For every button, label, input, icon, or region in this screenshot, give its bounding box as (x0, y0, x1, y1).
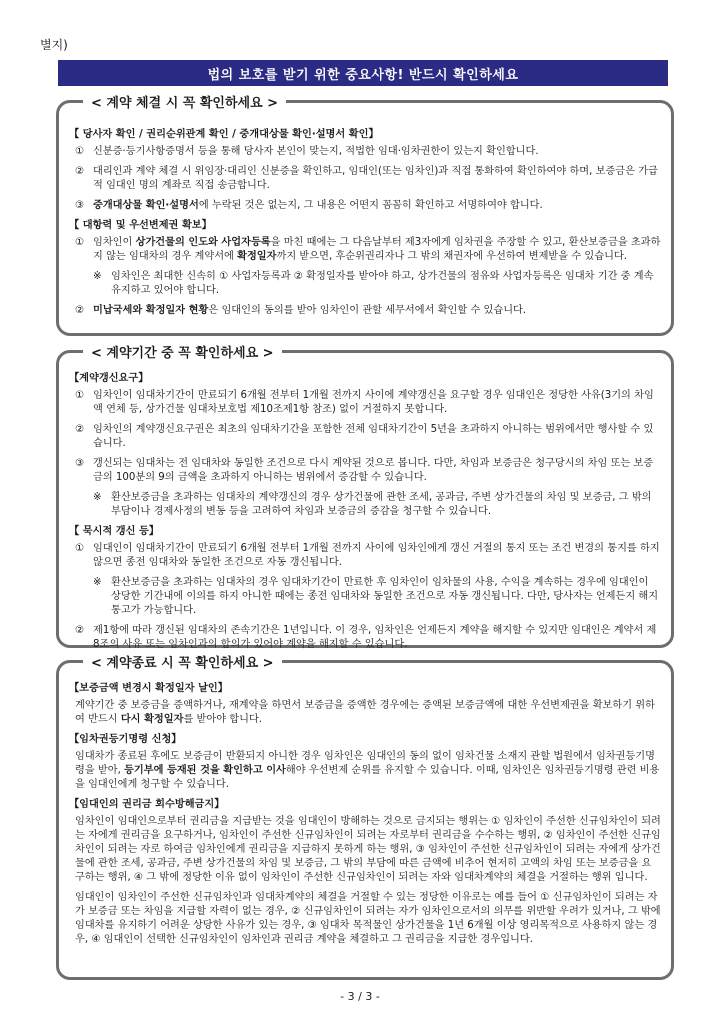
list-item: ② 임차인의 계약갱신요구권은 최초의 임대차기간을 포함한 전체 임대차기간이 5년을 초과하지 아니하는 범위에서만 행사할 수 있습니다. (75, 424, 654, 449)
section-contract-termination (56, 656, 674, 980)
subsection-header: 【계약갱신요구】 (69, 373, 149, 384)
list-item: ① 임차인이 임대차기간이 만료되기 6개월 전부터 1개월 전까지 사이에 계약갱신을 요구할 경우 임대인은 정당한 사유(3기의 차임액 연체 등, 상가건물 임대차보호법 제10조제1항 참조) 없이 거절하지 못합니다. (75, 390, 654, 415)
important-notice-banner: 법의 보호를 받기 위한 중요사항! 반드시 확인하세요 (58, 60, 668, 86)
subsection-header: 【임대인의 권리금 회수방해금지】 (69, 799, 225, 810)
subsection-header: 【 당사자 확인 / 권리순위관계 확인 / 중개대상물 확인·설명서 확인】 (69, 129, 379, 140)
list-item: ① 임차인이 상가건물의 인도와 사업자등록을 마친 때에는 그 다음날부터 제3자에게 임차권을 주장할 수 있고, 환산보증금을 초과하지 않는 임대차의 경우 계약서에 확정일자까지 받으면, 후순위권리자나 그 밖의 채권자에 우선하여 변제받을 수 있습니다. (75, 237, 661, 262)
subsection-header: 【 묵시적 갱신 등】 (69, 526, 160, 537)
section-contract-period (56, 346, 674, 650)
list-item: ② 대리인과 계약 체결 시 위임장·대리인 신분증을 확인하고, 임대인(또는 임차인)과 직접 통화하여 확인하여야 하며, 보증금은 가급적 임대인 명의 계좌로 직접 송금합니다. (75, 166, 658, 191)
section-title: < 계약기간 중 꼭 확인하세요 > (83, 342, 282, 361)
section-contract-signing (56, 96, 674, 336)
subsection-header: 【임차권등기명령 신청】 (69, 734, 182, 745)
paragraph: 계약기간 중 보증금을 증액하거나, 재계약을 하면서 보증금을 증액한 경우에는 증액된 보증금액에 대한 우선변제권을 확보하기 위하여 반드시 다시 확정일자를 받아야 합니다. (75, 700, 655, 725)
page-number: - 3 / 3 - (340, 990, 380, 1003)
note: ※ 임차인은 최대한 신속히 ① 사업자등록과 ② 확정일자를 받아야 하고, 상가건물의 점유와 사업자등록은 임대차 기간 중 계속 유지하고 있어야 합니다. (93, 271, 654, 296)
list-item: ② 미납국세와 확정일자 현황은 임대인의 동의를 받아 임차인이 관할 세무서에서 확인할 수 있습니다. (75, 305, 527, 316)
list-item: ③ 중개대상물 확인·설명서에 누락된 것은 없는지, 그 내용은 어떤지 꼼꼼히 확인하고 서명하여야 합니다. (75, 200, 543, 211)
list-item: ② 제1항에 따라 갱신된 임대차의 존속기간은 1년입니다. 이 경우, 임차인은 언제든지 계약을 해지할 수 있지만 임대인은 계약서 제8조의 사유 또는 임차인과의 합의가 있어야 계약을 해지할 수 있습니다. (75, 625, 657, 650)
paragraph: 임대인이 임차인이 주선한 신규임차인과 임대차계약의 체결을 거절할 수 있는 정당한 이유로는 예를 들어 ① 신규임차인이 되려는 자가 보증금 또는 차임을 지급할 자력이 없는 경우, ② 신규임차인이 되려는 자가 임차인으로서의 의무를 위반할 우려가 있거나, 그 밖에 임대차를 유지하기 어려운 상당한 사유가 있는 경우, ③ 임대차 목적물인 상가건물을 1년 6개월 이상 영리목적으로 사용하지 않는 경우, ④ 임대인이 선택한 신규임차인이 임차인과 권리금 계약을 체결하고 그 권리금을 지급한 경우입니다. (75, 892, 661, 945)
section-title: < 계약 체결 시 꼭 확인하세요 > (83, 92, 286, 111)
paragraph: 임차인이 임대인으로부터 권리금을 지급받는 것을 임대인이 방해하는 것으로 금지되는 행위는 ① 임차인이 주선한 신규임차인이 되려는 자에게 권리금을 요구하거나, 임차인이 주선한 신규임차인이 되려는 자로부터 권리금을 수수하는 행위, ② 임차인이 주선한 신규임차인이 되려는 자로 하여금 임차인에게 권리금을 지급하지 못하게 하는 행위, ③ 임차인이 주선한 신규임차인이 되려는 자에게 상가건물에 관한 조세, 공과금, 주변 상가건물의 차임 및 보증금, 그 밖의 부담에 따른 금액에 비추어 현저히 고액의 차임 또는 보증금을 요구하는 행위, ④ 그 밖에 정당한 이유 없이 임차인이 주선한 신규임차인이 되려는 자와 임대차계약의 체결을 거절하는 행위 입니다. (75, 816, 661, 883)
note: ※ 환산보증금을 초과하는 임대차의 경우 임대차기간이 만료한 후 임차인이 임차물의 사용, 수익을 계속하는 경우에 임대인이 상당한 기간내에 이의를 하지 아니한 때에는 종전 임대차와 동일한 조건으로 자동 갱신됩니다. 다만, 당사자는 언제든지 해지통고가 가능합니다. (93, 577, 659, 616)
subsection-header: 【보증금액 변경시 확정일자 날인】 (69, 683, 228, 694)
list-item: ① 임대인이 임대차기간이 만료되기 6개월 전부터 1개월 전까지 사이에 임차인에게 갱신 거절의 통지 또는 조건 변경의 통지를 하지 않으면 종전 임대차와 동일한 조건으로 자동 갱신됩니다. (75, 543, 660, 568)
list-item: ③ 갱신되는 임대차는 전 임대차와 동일한 조건으로 다시 계약된 것으로 봅니다. 다만, 차임과 보증금은 청구당시의 차임 또는 보증금의 100분의 9의 금액을 초과하지 아니하는 범위에서 증감할 수 있습니다. (75, 458, 654, 483)
section-title: < 계약종료 시 꼭 확인하세요 > (83, 652, 282, 671)
list-item: ① 신분증·등기사항증명서 등을 통해 당사자 본인이 맞는지, 적법한 임대·임차권한이 있는지 확인합니다. (75, 146, 539, 157)
subsection-header: 【 대항력 및 우선변제권 확보】 (69, 220, 212, 231)
paragraph: 임대차가 종료된 후에도 보증금이 반환되지 아니한 경우 임차인은 임대인의 동의 없이 임차건물 소재지 관할 법원에서 임차권등기명령을 받아, 등기부에 등재된 것을 확인하고 이사해야 우선변제 순위를 유지할 수 있습니다. 이때, 임차인은 임차권등기명령 관련 비용을 임대인에게 청구할 수 있습니다. (75, 751, 660, 790)
page-tag: 별지) (40, 38, 68, 52)
note: ※ 환산보증금을 초과하는 임대차의 계약갱신의 경우 상가건물에 관한 조세, 공과금, 주변 상가건물의 차임 및 보증금, 그 밖의 부담이나 경제사정의 변동 등을 고려하여 차임과 보증금의 증감을 청구할 수 있습니다. (93, 492, 652, 517)
